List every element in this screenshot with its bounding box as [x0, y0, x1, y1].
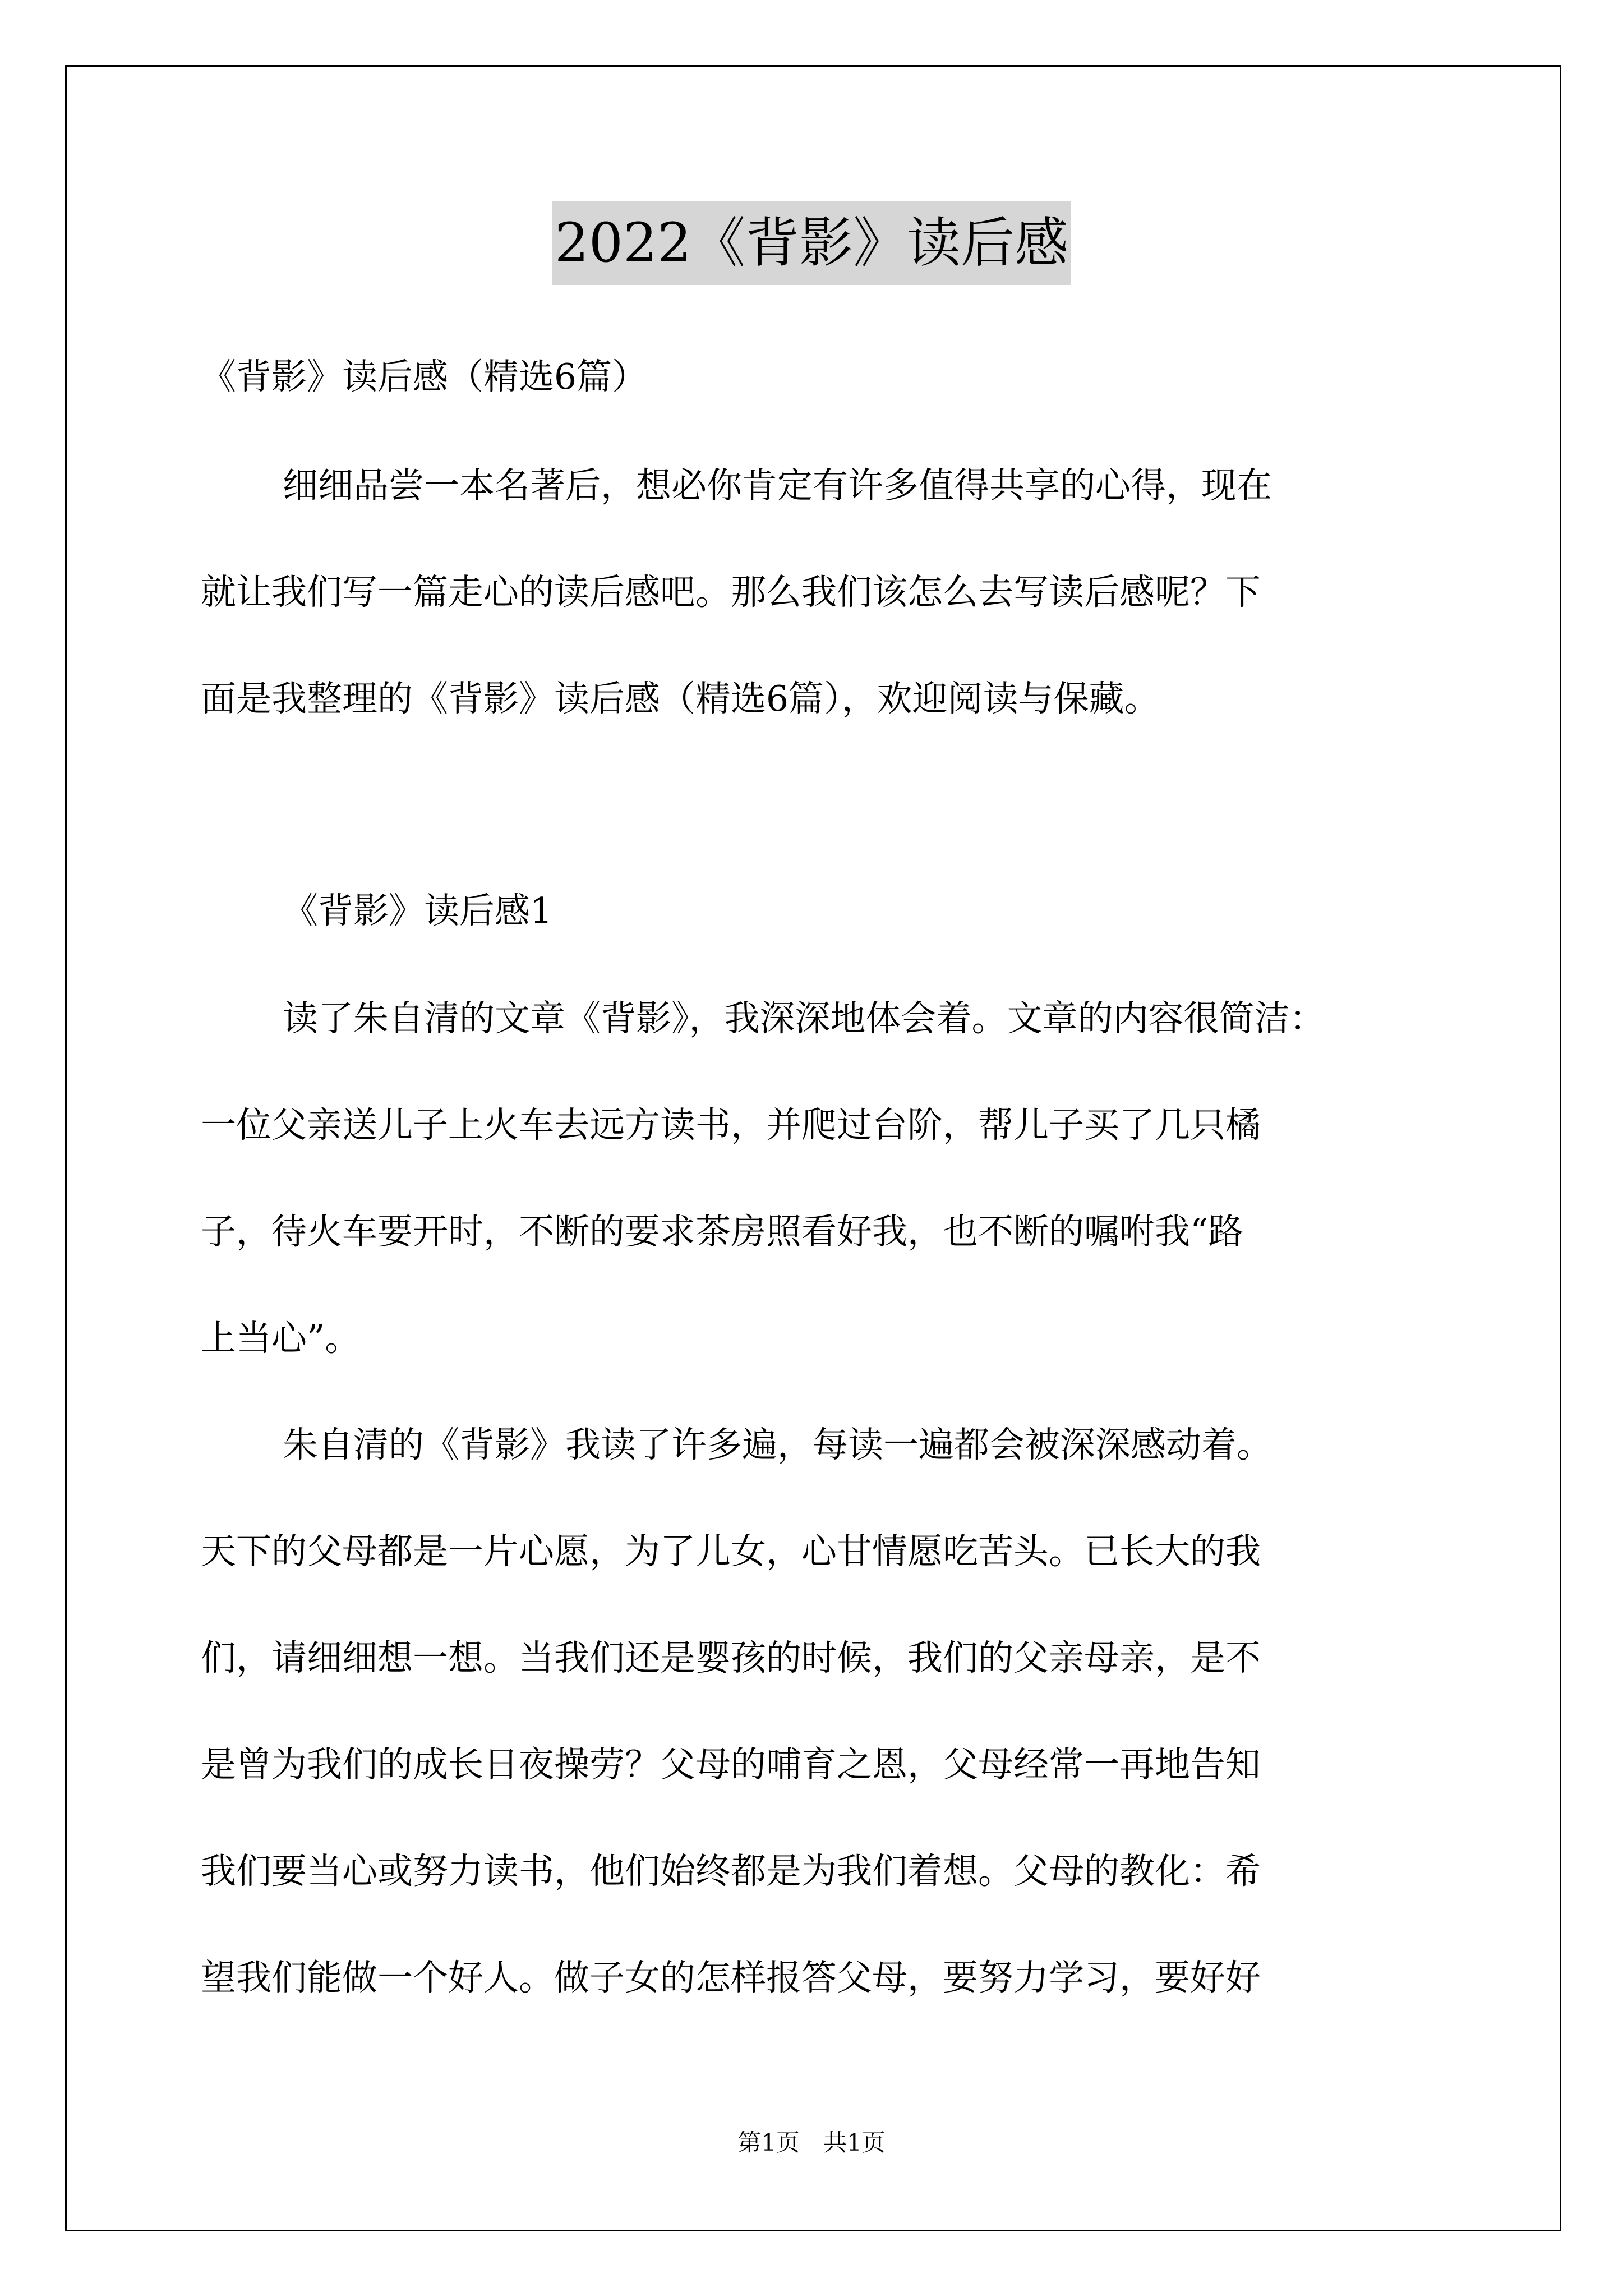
paragraph2-line-4: 是曾为我们的成长日夜操劳？父母的哺育之恩，父母经常一再地告知: [201, 1744, 1261, 1785]
paragraph2-line-1: 朱自清的《背影》我读了许多遍，每读一遍都会被深深感动着。: [283, 1424, 1272, 1465]
document-subtitle: 《背影》读后感（精选6篇）: [201, 356, 648, 397]
intro-line-1: 细细品尝一本名著后，想必你肯定有许多值得共享的心得，现在: [283, 465, 1272, 506]
intro-line-3: 面是我整理的《背影》读后感（精选6篇），欢迎阅读与保藏。: [201, 678, 1160, 719]
paragraph1-line-4: 上当心”。: [201, 1318, 361, 1359]
page-footer: 第1页 共1页: [737, 2129, 886, 2156]
section-heading: 《背影》读后感1: [283, 890, 553, 931]
intro-line-2: 就让我们写一篇走心的读后感吧。那么我们该怎么去写读后感呢？下: [201, 572, 1261, 613]
paragraph2-line-2: 天下的父母都是一片心愿，为了儿女，心甘情愿吃苦头。已长大的我: [201, 1531, 1261, 1572]
paragraph1-line-3: 子，待火车要开时，不断的要求茶房照看好我，也不断的嘱咐我“路: [201, 1211, 1244, 1252]
title-container: [0, 201, 1623, 285]
paragraph2-line-3: 们，请细细想一想。当我们还是婴孩的时候，我们的父亲母亲，是不: [201, 1637, 1261, 1678]
paragraph2-line-6: 望我们能做一个好人。做子女的怎样报答父母，要努力学习，要好好: [201, 1957, 1261, 1998]
document-title: 2022《背影》读后感: [552, 201, 1071, 285]
paragraph1-line-1: 读了朱自清的文章《背影》，我深深地体会着。文章的内容很简洁：: [283, 998, 1325, 1039]
paragraph1-line-2: 一位父亲送儿子上火车去远方读书，并爬过台阶，帮儿子买了几只橘: [201, 1105, 1261, 1145]
paragraph2-line-5: 我们要当心或努力读书，他们始终都是为我们着想。父母的教化：希: [201, 1851, 1261, 1892]
